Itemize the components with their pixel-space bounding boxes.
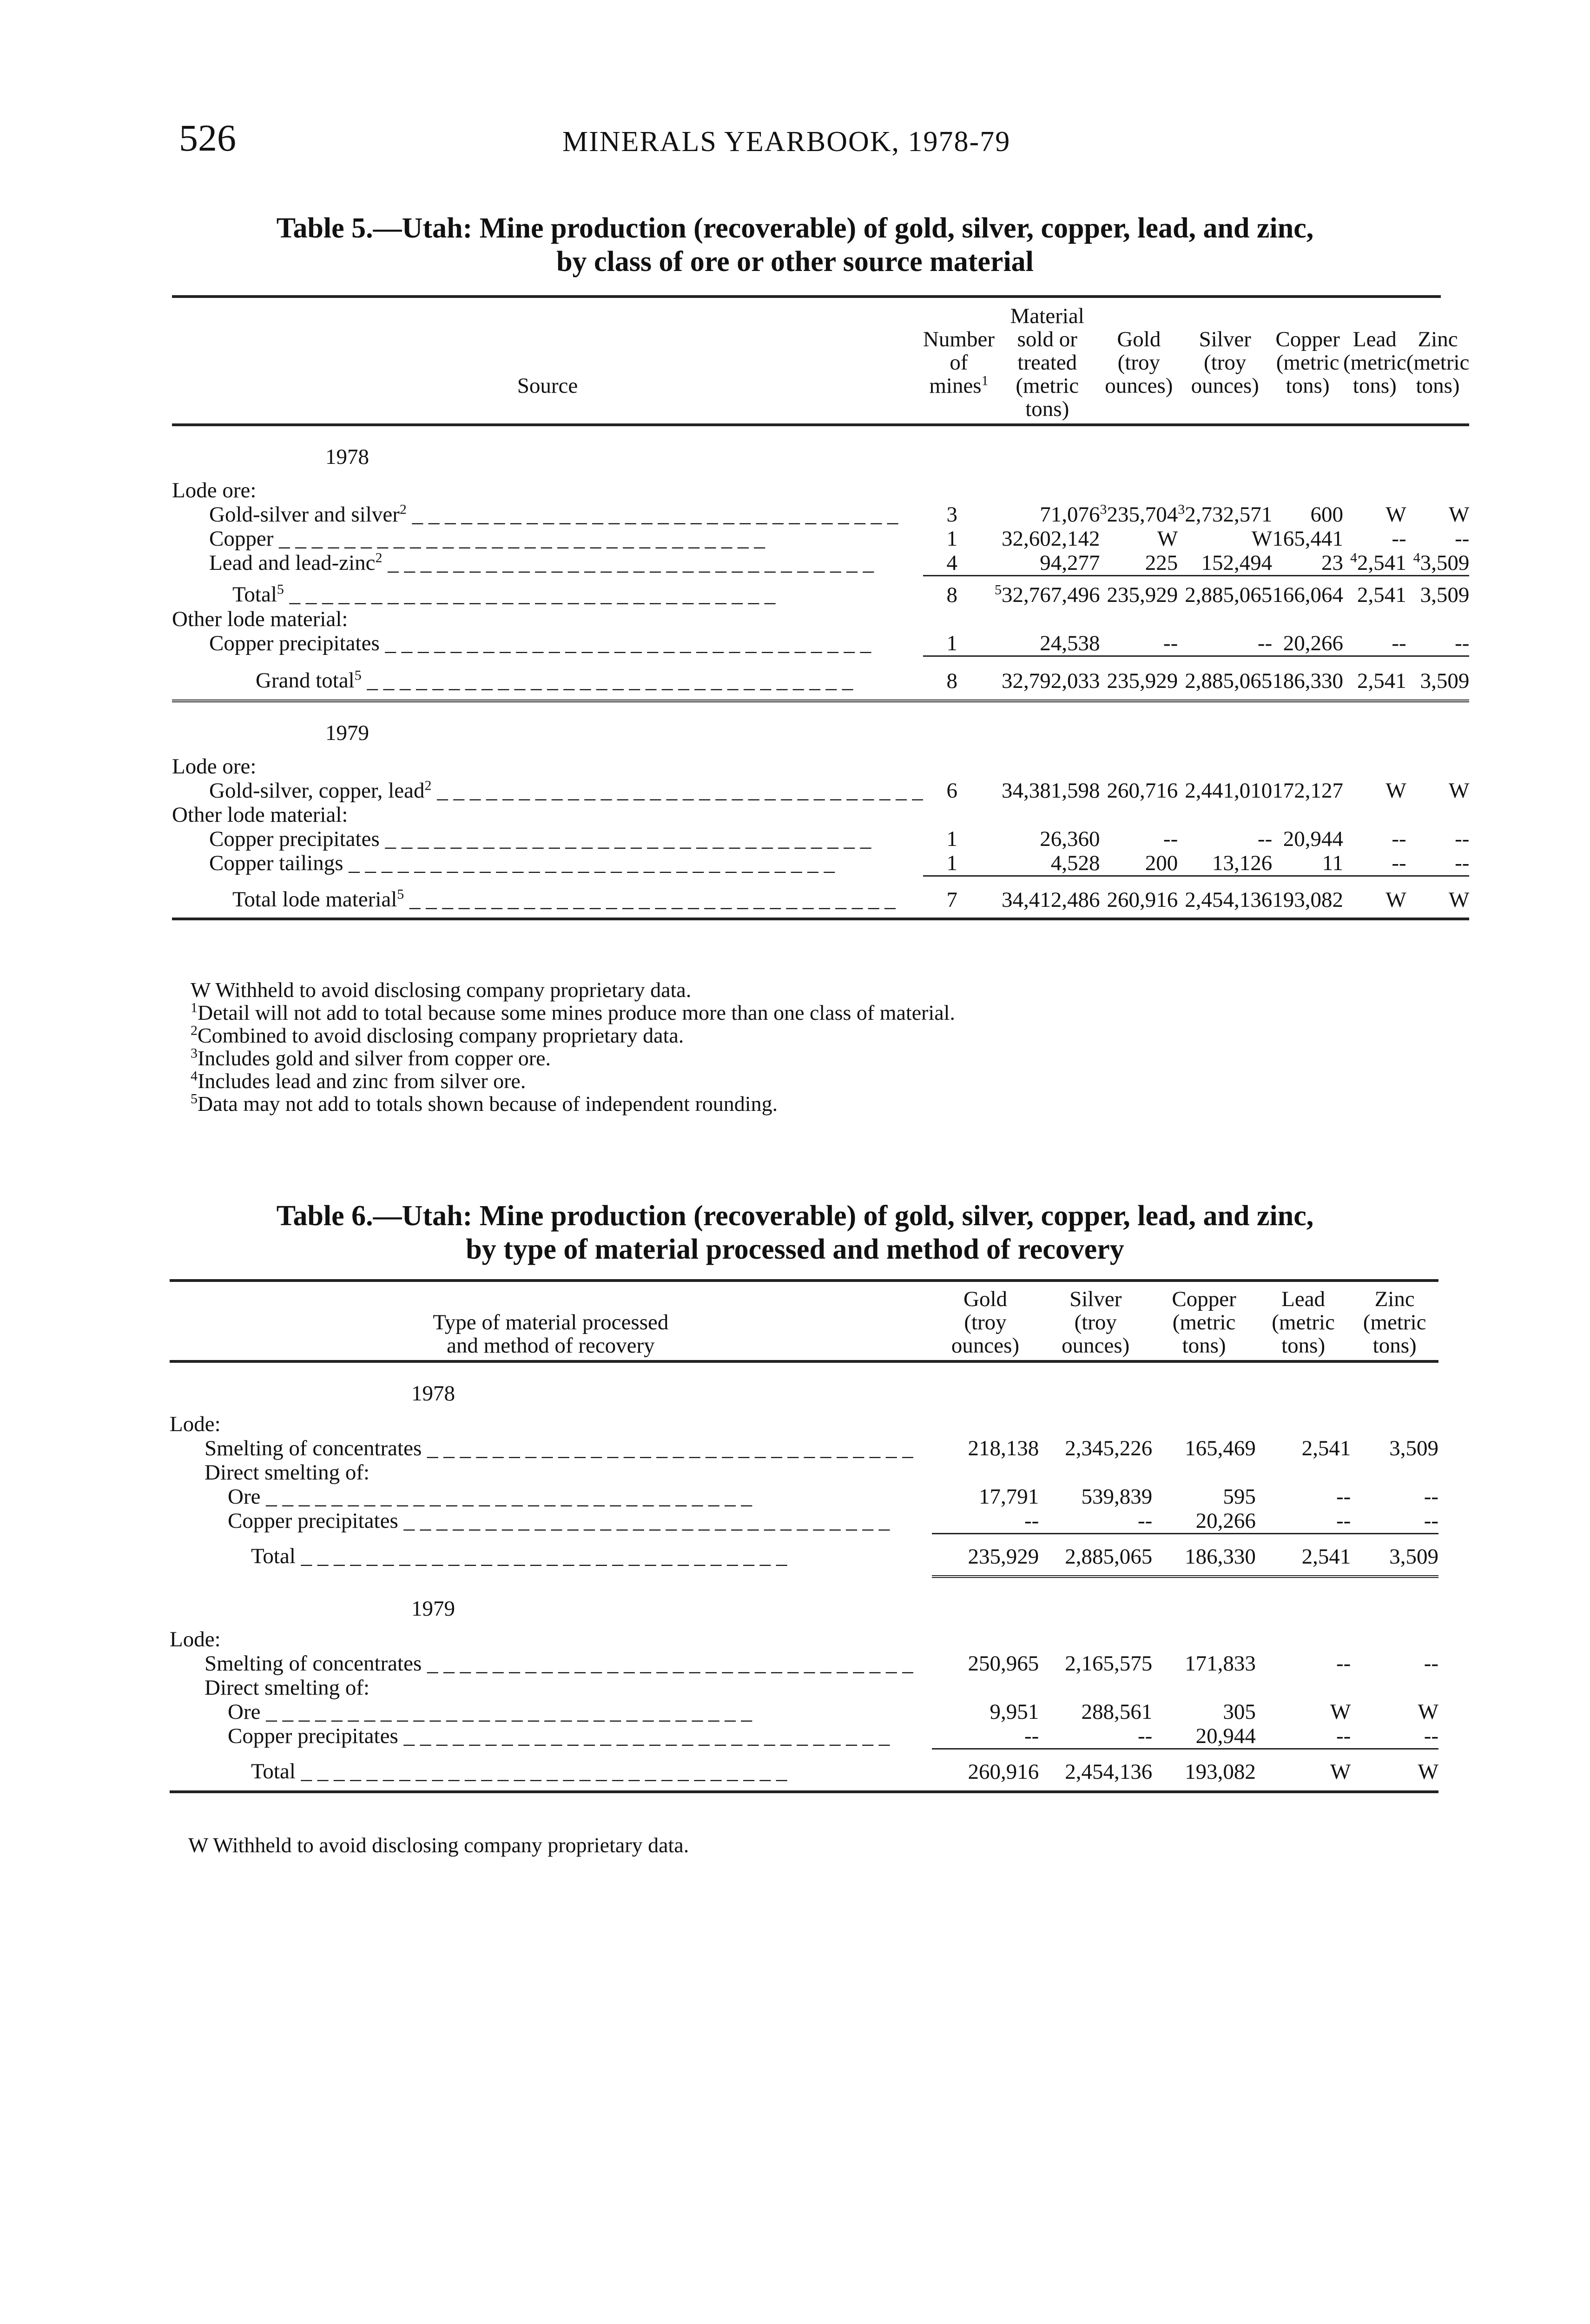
table5 (172, 304, 1469, 920)
page-number: 526 (179, 117, 236, 159)
header-gold: Gold (troy ounces) (1100, 304, 1178, 425)
section-row: Lode ore: (172, 478, 257, 502)
table6-top-rule (170, 1279, 1438, 1282)
header-source: Source (172, 304, 923, 425)
footnote: $^2$Combined to avoid disclosing company proprietary data. (191, 1023, 684, 1047)
header-lead: Lead (metric tons) (1256, 1287, 1351, 1361)
table5-title-line1: Table 5.—Utah: Mine production (recoverable) of gold, silver, copper, lead, and zinc, (276, 212, 1314, 244)
footnote: W Withheld to avoid disclosing company proprietary data. (191, 978, 692, 1002)
header-silver: Silver (troy ounces) (1039, 1287, 1152, 1361)
footnote: $^5$Data may not add to totals shown because of independent rounding. (191, 1091, 778, 1116)
table-row: Copper precipitates _ _ _ -- -- 20,266 -- -- (170, 1509, 1438, 1534)
footnote: $^3$Includes gold and silver from copper ore. (191, 1045, 551, 1070)
section-row: Lode: (170, 1412, 221, 1436)
table-row: Smelting of concentrates _ _ _ 218,138 2,345,226 165,469 2,541 3,509 (170, 1436, 1438, 1460)
header-lead: Lead (metric tons) (1343, 304, 1406, 425)
header-gold: Gold (troy ounces) (932, 1287, 1039, 1361)
table6-header-row (170, 1287, 1438, 1361)
section-row: Direct smelting of: (205, 1460, 370, 1485)
header-zinc: Zinc (metric tons) (1351, 1287, 1438, 1361)
header-copper: Copper (metric tons) (1152, 1287, 1256, 1361)
table-row: Copper precipitates _ _ _ 1 26,360 -- -- 20,944 -- -- (172, 827, 1469, 851)
table-row: Ore _ _ _ 9,951 288,561 305 W W (170, 1700, 1438, 1724)
section-row: Other lode material: (172, 607, 348, 631)
header-type: Type of material processed and method of recovery (170, 1287, 932, 1361)
section-row: Lode ore: (172, 754, 257, 779)
total-row: Total _ _ _ 260,916 2,454,136 193,082 W W (170, 1749, 1438, 1792)
table5-header-row (172, 304, 1469, 425)
year-row: 1978 (411, 1381, 455, 1406)
table-row: Copper precipitates _ _ _ 1 24,538 -- -- 20,266 -- -- (172, 631, 1469, 656)
table5-footnotes (191, 978, 955, 1115)
table-row: Copper precipitates _ _ _ -- -- 20,944 -- -- (170, 1724, 1438, 1749)
table6-footnote: W Withheld to avoid disclosing company proprietary data. (188, 1833, 689, 1857)
table6-title-line2: by type of material processed and method of recovery (466, 1234, 1124, 1265)
running-head: MINERALS YEARBOOK, 1978-79 (562, 126, 1011, 158)
year-row: 1979 (325, 721, 369, 745)
total-row: Total lode material$^5$ _ _ _ 7 34,412,486 260,916 2,454,136 193,082 W W (172, 876, 1469, 919)
section-row: Lode: (170, 1627, 221, 1651)
header-copper: Copper (metric tons) (1272, 304, 1343, 425)
table-row: Ore _ _ _ 17,791 539,839 595 -- -- (170, 1485, 1438, 1509)
table5-title-line2: by class of ore or other source material (556, 246, 1034, 277)
table5-top-rule (172, 295, 1441, 298)
header-silver: Silver (troy ounces) (1178, 304, 1272, 425)
header-material: Material sold or treated (metric tons) (995, 304, 1100, 425)
table-row: Gold-silver and silver$^2$ _ _ _ 3 71,076 $^3$235,704 $^3$2,732,571 600 W W (172, 502, 1469, 527)
footnote: $^4$Includes lead and zinc from silver ore. (191, 1068, 526, 1093)
year-row: 1979 (411, 1597, 455, 1621)
header-mines: Number of mines$^1$ (923, 304, 995, 425)
grand-total-row: Grand total$^5$ _ _ _ 8 32,792,033 235,929 2,885,065 186,330 2,541 3,509 (172, 656, 1469, 701)
total-row: Total$^5$ _ _ _ 8 $^5$32,767,496 235,929 2,885,065 166,064 2,541 3,509 (172, 576, 1469, 607)
year-row: 1978 (325, 445, 369, 469)
table6 (170, 1287, 1438, 1793)
table6-title-line1: Table 6.—Utah: Mine production (recoverable) of gold, silver, copper, lead, and zinc, (276, 1200, 1314, 1232)
table-row: Smelting of concentrates _ _ _ 250,965 2,165,575 171,833 -- -- (170, 1651, 1438, 1676)
table-row: Copper _ _ _ 1 32,602,142 W W 165,441 -- -- (172, 527, 1469, 551)
table-row: Gold-silver, copper, lead$^2$ _ _ _ 6 34,381,598 260,716 2,441,010 172,127 W W (172, 779, 1469, 803)
footnote: $^1$Detail will not add to total because some mines produce more than one class of material. (191, 1000, 955, 1024)
table-row: Lead and lead-zinc$^2$ _ _ _ 4 94,277 225 152,494 23 $^4$2,541 $^4$3,509 (172, 551, 1469, 576)
section-row: Other lode material: (172, 803, 348, 827)
section-row: Direct smelting of: (205, 1676, 370, 1700)
table-row: Copper tailings _ _ _ 1 4,528 200 13,126 11 -- -- (172, 851, 1469, 876)
header-zinc: Zinc (metric tons) (1406, 304, 1470, 425)
total-row: Total _ _ _ 235,929 2,885,065 186,330 2,541 3,509 (170, 1534, 1438, 1577)
